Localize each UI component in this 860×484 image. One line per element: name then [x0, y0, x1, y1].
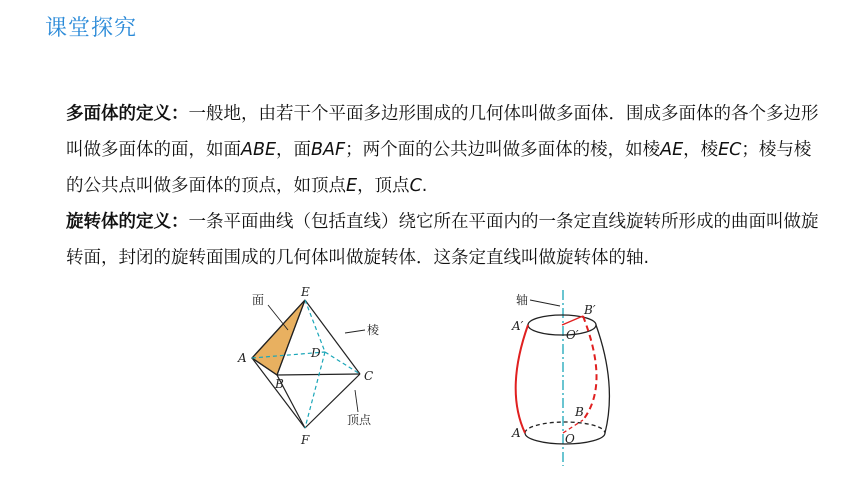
face-baf: BAF: [311, 140, 346, 160]
vertex-e: E: [346, 176, 358, 196]
label-e: E: [301, 285, 310, 299]
polyhedron-figure: [252, 300, 365, 428]
label-axis: 轴: [516, 293, 529, 307]
edge-pointer: [345, 330, 365, 333]
edge-ae: AE: [660, 140, 684, 160]
axis-pointer: [530, 300, 560, 306]
label-d: D: [311, 346, 321, 360]
face-abe: ABE: [241, 140, 277, 160]
label-o: O: [565, 432, 575, 446]
text-segment: ；两个面的公共边叫做多面体的棱，如棱: [345, 140, 661, 160]
vertex-pointer: [355, 390, 358, 412]
text-segment: ，顶点: [357, 176, 410, 196]
label-f: F: [301, 433, 310, 447]
edge-ec: EC: [718, 140, 742, 160]
label-c: C: [364, 369, 374, 383]
face-pointer: [268, 305, 288, 330]
label-a: A: [512, 426, 521, 440]
text-segment: ，棱: [683, 140, 719, 160]
label-a-prime: A′: [512, 319, 524, 333]
text-segment: 一般地，由若干个平面多边形围成的几何体叫做多面体．围成多面体的各个多边形叫做多面体的面，如面: [66, 104, 819, 160]
text-segment: ，面: [276, 140, 312, 160]
label-edge: 棱: [367, 323, 380, 337]
polyhedron-term: 多面体的定义：: [66, 104, 189, 124]
top-radius: [562, 316, 583, 325]
text-segment: .: [421, 176, 428, 196]
revolution-text: 一条平面曲线（包括直线）绕它所在平面内的一条定直线旋转所形成的曲面叫做旋转面，封闭的旋转面围成的几何体叫做旋转体．这条定直线叫做旋转体的轴.: [66, 212, 819, 268]
edge-line: [305, 300, 360, 374]
revolution-term: 旋转体的定义：: [66, 212, 189, 232]
hidden-edge: [305, 300, 325, 352]
label-o-prime: O′: [566, 328, 579, 342]
label-face: 面: [252, 293, 265, 307]
rotated-curve: [583, 316, 597, 420]
hidden-edge: [325, 352, 360, 374]
hidden-edge: [305, 352, 325, 428]
right-profile: [596, 325, 609, 433]
label-vertex: 顶点: [347, 413, 372, 427]
label-b: B: [275, 377, 284, 391]
label-b-prime: B′: [584, 303, 596, 317]
vertex-c: C: [409, 176, 422, 196]
page-title: 课堂探究: [45, 16, 138, 41]
label-a: A: [238, 351, 247, 365]
generating-curve: [516, 325, 528, 433]
text-segment: ；棱与棱的公共点叫做多面体的顶点，如顶点: [66, 140, 812, 196]
label-b: B: [575, 405, 584, 419]
